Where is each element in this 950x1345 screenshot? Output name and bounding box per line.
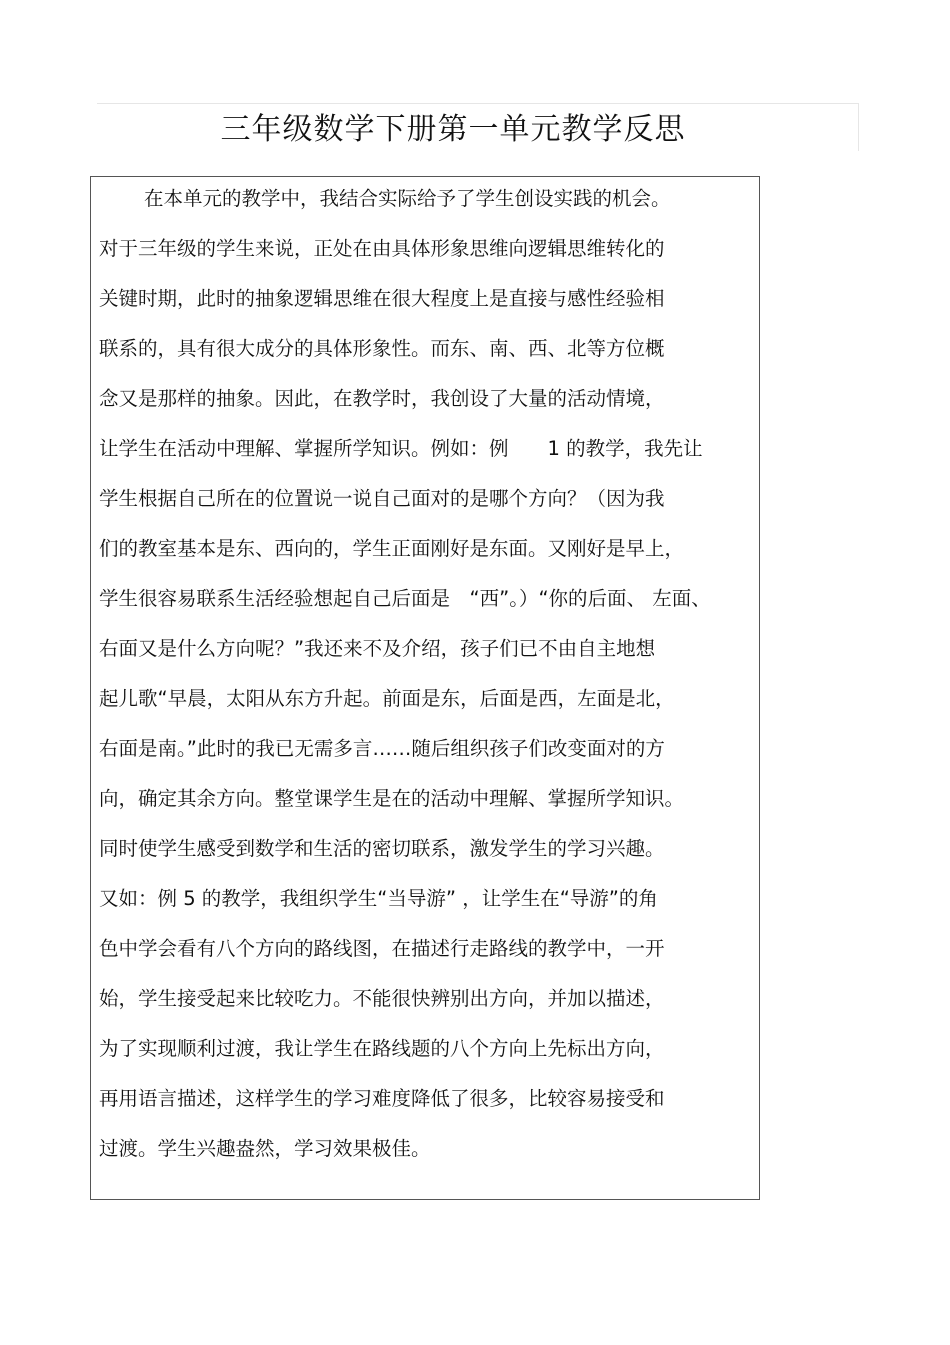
paragraph-line: 念又是那样的抽象。因此，在教学时，我创设了大量的活动情境， [99,387,665,410]
paragraph-line: 又如：例 5 的教学，我组织学生“当导游” ，让学生在“导游”的角 [99,887,658,910]
paragraph-line: 学生根据自己所在的位置说一说自己面对的是哪个方向？（因为我 [99,487,665,510]
paragraph-line: 让学生在活动中理解、掌握所学知识。例如：例 1 的教学，我先让 [99,437,703,460]
paragraph-line: 在本单元的教学中，我结合实际给予了学生创设实践的机会。 [144,187,671,210]
paragraph-line: 为了实现顺利过渡，我让学生在路线题的八个方向上先标出方向， [99,1037,665,1060]
paragraph-line: 对于三年级的学生来说，正处在由具体形象思维向逻辑思维转化的 [99,237,665,260]
paragraph-line: 过渡。学生兴趣盎然，学习效果极佳。 [99,1137,431,1160]
page-title: 三年级数学下册第一单元教学反思 [220,112,686,147]
paragraph-line: 学生很容易联系生活经验想起自己后面是 “西”。）“你的后面、 左面、 [99,587,711,610]
paragraph-line: 同时使学生感受到数学和生活的密切联系，激发学生的学习兴趣。 [99,837,665,860]
paragraph-line: 右面是南。”此时的我已无需多言……随后组织孩子们改变面对的方 [99,737,665,760]
paragraph-line: 始，学生接受起来比较吃力。不能很快辨别出方向，并加以描述， [99,987,665,1010]
paragraph-line: 再用语言描述，这样学生的学习难度降低了很多，比较容易接受和 [99,1087,665,1110]
paragraph-line: 向，确定其余方向。整堂课学生是在的活动中理解、掌握所学知识。 [99,787,685,810]
paragraph-line: 联系的，具有很大成分的具体形象性。而东、南、西、北等方位概 [99,337,665,360]
paragraph-line: 右面又是什么方向呢？”我还来不及介绍，孩子们已不由自主地想 [99,637,656,660]
paragraph-line: 色中学会看有八个方向的路线图，在描述行走路线的教学中，一开 [99,937,665,960]
paragraph-line: 起儿歌“早晨，太阳从东方升起。前面是东，后面是西，左面是北， [99,687,675,710]
paragraph-line: 们的教室基本是东、西向的，学生正面刚好是东面。又刚好是早上， [99,537,685,560]
reflection-text-box [90,176,760,1200]
paragraph-line: 关键时期，此时的抽象逻辑思维在很大程度上是直接与感性经验相 [99,287,665,310]
